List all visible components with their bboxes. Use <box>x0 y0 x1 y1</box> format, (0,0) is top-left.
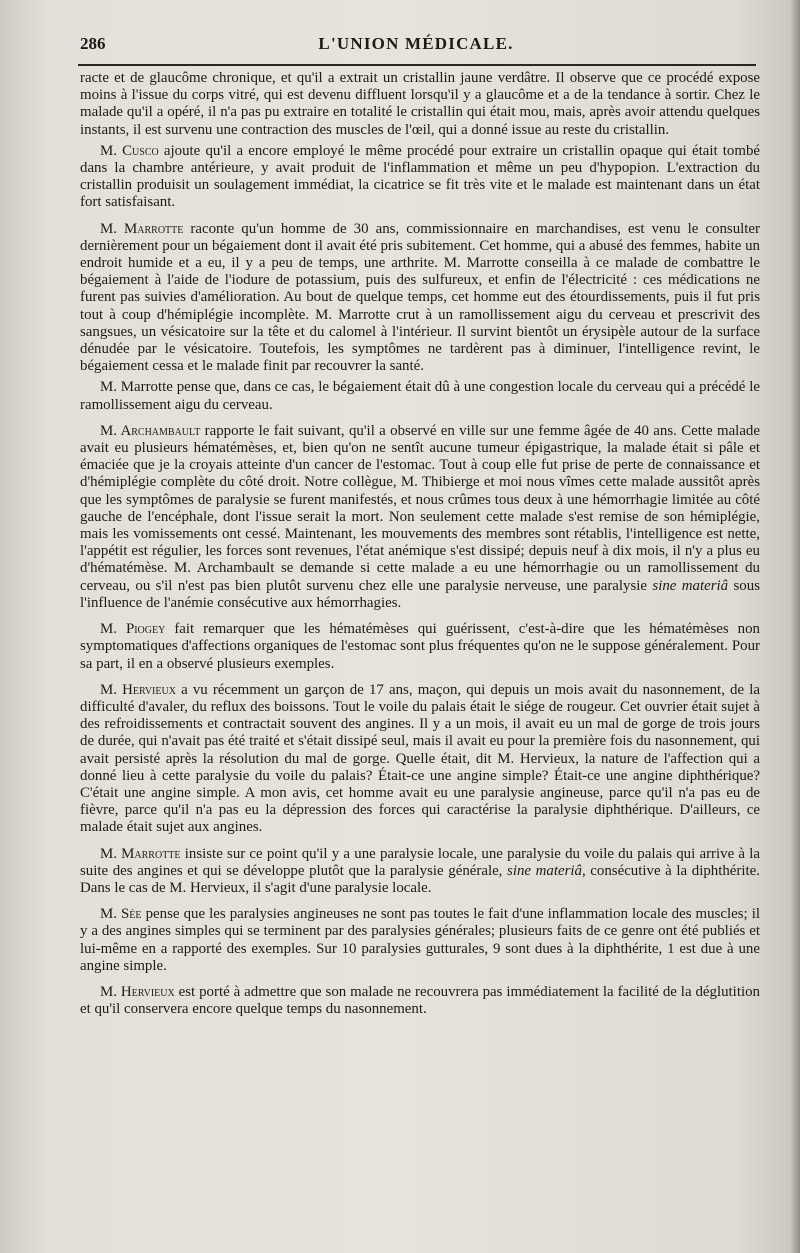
italic-term: sine materiâ <box>652 577 729 594</box>
paragraph-10 <box>80 984 760 1018</box>
paragraph-tail: , consécutive à la diphthérite. Dans le cas de M. Hervieux, il s'agit d'une paralysie locale. <box>80 862 760 896</box>
paragraph-text: ajoute qu'il a encore employé le même procédé pour extraire un cristallin opaque qui était tombé dans la chambre antérieure, y avait produit de l'inflammation et même un peu d'hypopion. L'extraction du cristallin produisit un soulagement immédiat, la cicatrice se fit très vite et le malade est maintenant dans un état fort satisfaisant. <box>80 142 760 211</box>
paragraph-6 <box>80 621 760 673</box>
italic-term: sine materiâ <box>507 862 582 879</box>
speaker-name: M. Marrotte <box>100 220 184 237</box>
paragraph-2 <box>80 143 760 212</box>
header-rule <box>78 64 756 66</box>
paragraph-1 <box>80 70 760 139</box>
paragraph-text: fait remarquer que les hématémèses qui guérissent, c'est-à-dire que les hématémèses non symptomatiques d'affections organiques de l'estomac sont plus fréquentes qu'on ne le suppose généralement. Pour sa part, il en a observé plusieurs exemples. <box>80 621 760 672</box>
paragraph-text: a vu récemment un garçon de 17 ans, maçon, qui depuis un mois avait du nasonnement, de la difficulté d'avaler, du reflux des boissons. Tout le voile du palais était le siége de rougeur. Cet ouvrier était sujet à des refroidissements et contractait souvent des angines. Il y a un mois, il avait eu un mal de gorge de trois jours de durée, qui n'avait pas été traité et s'était dissipé seul, mais il avait eu pour la première fois du nasonnement, qui avait persisté après la résolution du mal de gorge. Quelle était, dit M. Hervieux, la nature de l'affection qui a donné lieu à cette paralysie du voile du palais? Était-ce une angine simple? Était-ce une angine diphthérique? C'était une angine simple. A mon avis, cet homme avait eu une paralysie angineuse, parce qu'il n'a pas eu de fièvre, parce qu'il n'a pas eu la dépression des forces qui caractérise la paralysie diphthérique. D'ailleurs, ce malade était sujet aux angines. <box>80 681 760 836</box>
speaker-name: M. Sée <box>100 906 142 923</box>
paragraph-7 <box>80 682 760 837</box>
paragraph-text: pense que, dans ce cas, le bégaiement était dû à une congestion locale du cerveau qui a précédé le ramollissement aigu du cerveau. <box>80 379 760 413</box>
page-number: 286 <box>80 34 106 53</box>
paragraph-text: insiste sur ce point qu'il y a une paralysie locale, une paralysie du voile du palais qui arrive à la suite des angines et qui se développe plutôt que la paralysie générale, <box>80 845 760 879</box>
paragraph-text: est porté à admettre que son malade ne recouvrera pas immédiatement la facilité de la déglutition et qu'il conservera encore quelque temps du nasonnement. <box>80 983 760 1018</box>
page-header <box>80 34 752 64</box>
speaker-name: M. Marrotte <box>100 845 181 862</box>
paragraph-text: rapporte le fait suivant, qu'il a observé en ville sur une femme âgée de 40 ans. Cette malade avait eu plusieurs hématémèses, et, bien qu'on ne sentît aucune tumeur épigastrique, la malade était si pâle et émaciée que je la croyais atteinte d'un cancer de l'estomac. Tout à coup elle fut prise de perte de connaissance et d'hémiplégie complète du côté droit. Notre collègue, M. Thibierge et moi nous vîmes cette malade aussitôt après que les symptômes de paralysie se furent manifestés, et nous crûmes tous deux à une hémorrhagie limitée au côté gauche de l'encéphale, dont l'issue serait la mort. Non seulement cette malade s'est remise de son hémiplégie, mais les vomissements ont cessé. Maintenant, les mouvements des membres sont rétablis, l'intelligence est nette, l'appétit est régulier, les forces sont revenues, l'état anémique s'est dissipé; depuis neuf à dix mois, il n'y a plus eu d'hématémèse. M. Archambault se demande si cette malade a eu une hémorrhagie ou un ramollissement du cerveau, ou s'il n'est pas bien plutôt survenu chez elle une paralysie nerveuse, une paralysie <box>80 422 760 594</box>
paragraph-text: racte et de glaucôme chronique, et qu'il a extrait un cristallin jaune verdâtre. Il observe que ce procédé expose moins à l'issue du corps vitré, qui est devenu diffluent lorsqu'il y a glaucôme et a de la tendance à sortir. Chez le malade qu'il a opéré, il n'a pas pu extraire en totalité le cristallin qui était mou, mais, après avoir attendu quelques instants, il est survenu une contraction des muscles de l'œil, qui a donné issue au reste du cristallin. <box>80 70 760 138</box>
paragraph-8 <box>80 846 760 898</box>
speaker-name: M. Hervieux <box>100 983 175 1000</box>
speaker-name: M. Archambault <box>100 422 201 439</box>
paragraph-4 <box>80 379 760 413</box>
paragraph-text: raconte qu'un homme de 30 ans, commissionnaire en marchandises, est venu le consulter dernièrement pour un bégaiement dont il avait été pris subitement. Cet homme, qui a abusé des femmes, habite un endroit humide et a eu, il y a peu de temps, une arthrite. M. Marrotte conseilla à ce malade de combattre le bégaiement à l'aide de l'iodure de potassium, puis des sulfureux, et enfin de l'électricité : ces médications ne furent pas suivies d'amélioration. Au bout de quelque temps, cet homme eut des étourdissements, puis il fut pris tout à coup d'hémiplégie incomplète. M. Marrotte crut à un ramollissement aigu du cerveau et prescrivit des sangsues, un vésicatoire sur la tête et du calomel à l'intérieur. Il survint bientôt un érysipèle autour de la surface dénudée par le vésicatoire. Toutefois, les symptômes ne tardèrent pas à diminuer, l'intelligence revint, le bégaiement cessa et le malade finit par recouvrer la santé. <box>80 220 760 375</box>
paragraph-3 <box>80 221 760 376</box>
paragraph-tail: sous l'influence de l'anémie consécutive aux hémorrhagies. <box>80 577 760 611</box>
running-title: L'UNION MÉDICALE. <box>318 34 514 53</box>
paragraph-5 <box>80 423 760 612</box>
page-edge-shadow <box>790 0 800 1253</box>
speaker-name: M. Cusco <box>100 142 159 159</box>
speaker-name: M. Hervieux <box>100 681 176 698</box>
body-text <box>80 70 760 1022</box>
paragraph-text: pense que les paralysies angineuses ne sont pas toutes le fait d'une inflammation locale des muscles; il y a des angines simples qui se terminent par des paralysies générales; plusieurs faits de ce genre ont été publiés et lui-même en a rapporté des exemples. Sur 10 paralysies gutturales, 9 sont dues à la diphthérite, 1 est due à une angine simple. <box>80 906 760 974</box>
speaker-name: M. Piogey <box>100 621 166 638</box>
paragraph-9 <box>80 906 760 975</box>
speaker-name: M. Marrotte <box>100 379 173 396</box>
